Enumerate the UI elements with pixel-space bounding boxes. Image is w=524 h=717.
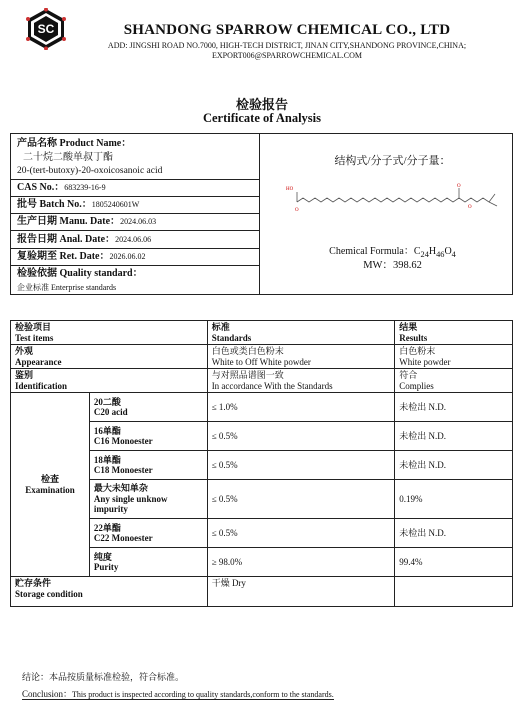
table-header-row: 检验项目 Test items 标准 Standards 结果 Results: [11, 321, 513, 345]
cas-field: CAS No.：683239-16-9: [17, 182, 106, 193]
title-en: Certificate of Analysis: [202, 111, 322, 125]
table-row: 纯度 Purity ≥ 98.0% 99.4%: [11, 548, 513, 577]
product-name-cn: 二十烷二酸单叔丁酯: [23, 152, 113, 163]
company-name: SHANDONG SPARROW CHEMICAL CO., LTD: [123, 22, 451, 38]
table-row: 鉴别 Identification 与对照品谱图一致 In accordance With the Standards 符合 Complies: [11, 369, 513, 393]
quality-std-value: 企业标准 Enterprise standards: [17, 283, 117, 292]
company-email: EXPORT006@SPARROWCHEMICAL.COM: [212, 51, 362, 60]
product-info-box: [10, 133, 513, 295]
table-row: 16单酯 C16 Monoester ≤ 0.5% 未检出 N.D.: [11, 422, 513, 451]
table-row: 检查 Examination 20二酸 C20 acid ≤ 1.0% 未检出 N.D.: [11, 393, 513, 422]
batch-field: 批号 Batch No.：1805240601W: [17, 199, 140, 210]
structure-diagram: [283, 180, 505, 214]
svg-text:O: O: [295, 208, 299, 213]
results-table: [10, 320, 513, 607]
ret-date-field: 复验期至 Ret. Date：2026.06.02: [17, 251, 146, 262]
logo-text: SC: [37, 22, 55, 36]
structure-title: 结构式/分子式/分子量：: [334, 155, 451, 167]
product-name-label: 产品名称 Product Name：: [17, 138, 132, 149]
conclusion-en: Conclusion：This product is inspected according to quality standards,conform to the standards.: [22, 689, 334, 699]
title-cn: 检验报告: [235, 97, 288, 112]
examination-label: 检查 Examination: [11, 393, 90, 577]
company-address: ADD: JINGSHI ROAD NO.7000, HIGH-TECH DISTRICT, JINAN CITY,SHANDONG PROVINCE,CHINA; EXPORT006@SPARROWCHEMICAL.COM: [72, 41, 502, 61]
svg-text:HO: HO: [286, 187, 294, 192]
company-logo: [26, 8, 66, 50]
svg-text:O: O: [457, 184, 461, 189]
anal-date-field: 报告日期 Anal. Date：2024.06.06: [17, 234, 152, 245]
table-row: 外观 Appearance 白色或类白色粉末 White to Off White powder 白色粉末 White powder: [11, 345, 513, 369]
table-row: 贮存条件 Storage condition 干燥 Dry: [11, 577, 513, 607]
table-row: 最大未知单杂 Any single unknow impurity ≤ 0.5% 0.19%: [11, 480, 513, 519]
table-row: 18单酯 C18 Monoester ≤ 0.5% 未检出 N.D.: [11, 451, 513, 480]
conclusion-cn: 结论：本品按质量标准检验，符合标准。: [22, 672, 185, 682]
molecular-weight: MW：398.62: [363, 260, 422, 271]
manu-date-field: 生产日期 Manu. Date：2024.06.03: [17, 216, 157, 227]
table-row: 22单酯 C22 Monoester ≤ 0.5% 未检出 N.D.: [11, 519, 513, 548]
chemical-formula: Chemical Formula：$C_{24}H_{46}O_4$: [329, 246, 456, 259]
quality-std-label: 检验依据 Quality standard：: [17, 268, 143, 279]
svg-text:O: O: [468, 205, 472, 210]
product-name-en: 20-(tert-butoxy)-20-oxoicosanoic acid: [17, 166, 163, 176]
